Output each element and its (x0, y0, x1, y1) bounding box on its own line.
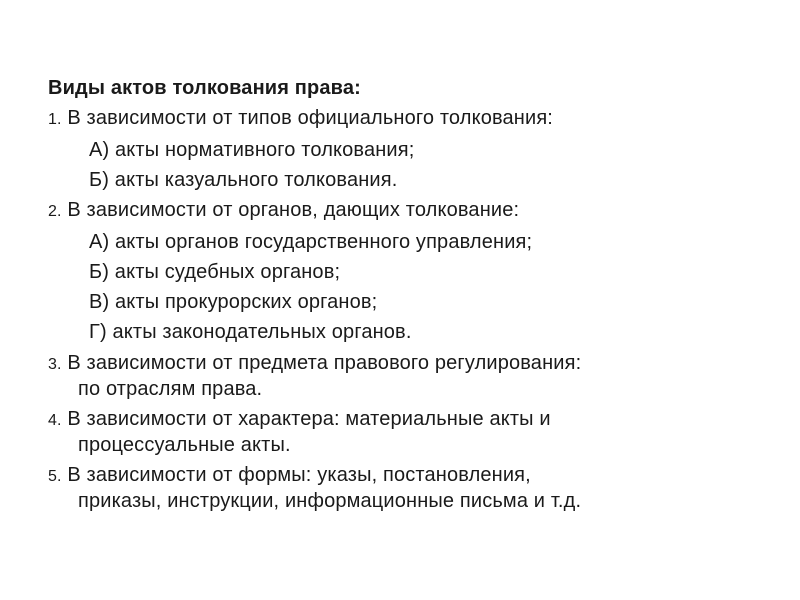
sub-item: Г) акты законодательных органов. (89, 321, 412, 343)
list-item-number: 2. (48, 203, 62, 220)
list-item-5 (48, 463, 768, 489)
list-item-4 (48, 407, 768, 433)
sub-item: Б) акты казуального толкования. (89, 169, 398, 191)
slide-content (48, 73, 768, 513)
list-item-number: 5. (48, 468, 62, 485)
list-item-continuation: приказы, инструкции, информационные письма и т.д. (78, 490, 582, 512)
slide-title: Виды актов толкования права: (48, 77, 361, 99)
list-item-number: 1. (48, 111, 62, 128)
list-item-text: В зависимости от органов, дающих толкование: (61, 199, 520, 221)
list-item-text: В зависимости от типов официального толкования: (61, 107, 554, 129)
list-item-continuation: процессуальные акты. (78, 434, 291, 456)
list-item-3 (48, 351, 768, 377)
sub-item: А) акты органов государственного управления; (89, 231, 533, 253)
list-item-2 (48, 195, 768, 227)
list-item-number: 4. (48, 412, 62, 429)
list-item-text: В зависимости от характера: материальные акты и (61, 408, 551, 430)
list-item-1 (48, 103, 768, 135)
list-item-continuation: по отраслям права. (78, 378, 263, 400)
list-item-number: 3. (48, 356, 62, 373)
sub-item: В) акты прокурорских органов; (89, 291, 378, 313)
list-item-text: В зависимости от формы: указы, постановления, (61, 464, 531, 486)
list-item-text: В зависимости от предмета правового регулирования: (61, 352, 582, 374)
sub-item: Б) акты судебных органов; (89, 261, 341, 283)
sub-item: А) акты нормативного толкования; (89, 139, 415, 161)
